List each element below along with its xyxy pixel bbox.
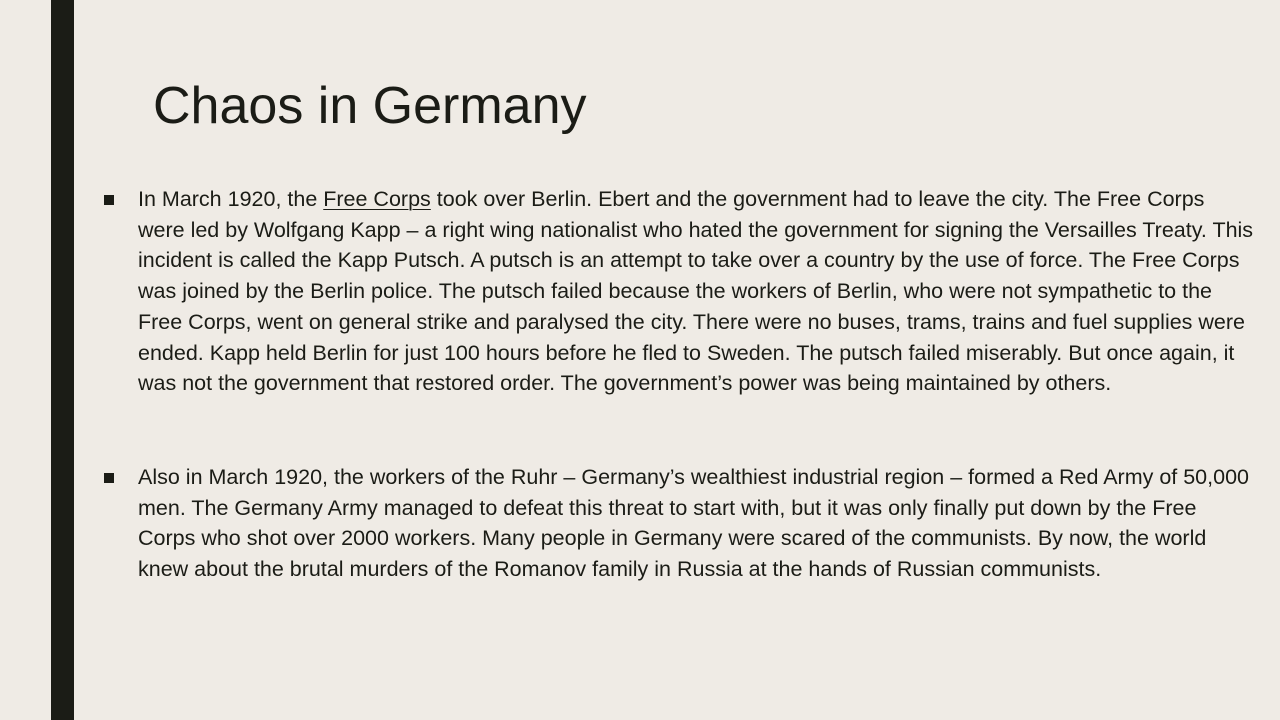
bullet-item-ruhr — [104, 462, 1254, 585]
accent-bar — [51, 0, 74, 720]
bullet-list — [104, 184, 1254, 585]
square-bullet-icon — [104, 473, 114, 483]
free-corps-link[interactable]: Free Corps — [323, 187, 431, 211]
bullet-text-before-link: In March 1920, the — [138, 187, 324, 211]
slide-title: Chaos in Germany — [153, 77, 587, 135]
bullet-text: Also in March 1920, the workers of the Ruhr – Germany’s wealthiest industrial region – formed a Red Army of 50,000 men. The Germany Army managed to defeat this threat to start with, but it was only finally put down by the Free Corps who shot over 2000 workers. Many people in Germany were scared of the communists. By now, the world knew about the brutal murders of the Romanov family in Russia at the hands of Russian communists. — [138, 464, 1249, 582]
bullet-item-kapp-putsch — [104, 184, 1254, 399]
bullet-text-after-link: took over Berlin. Ebert and the government had to leave the city. The Free Corps were led by Wolfgang Kapp – a right wing nationalist who hated the government for signing the Versailles Treaty. This incident is called the Kapp Putsch. A putsch is an attempt to take over a country by the use of force. The Free Corps was joined by the Berlin police. The putsch failed because the workers of Berlin, who were not sympathetic to the Free Corps, went on general strike and paralysed the city. There were no buses, trams, trains and fuel supplies were ended. Kapp held Berlin for just 100 hours before he fled to Sweden. The putsch failed miserably. But once again, it was not the government that restored order. The government’s power was being maintained by others. — [138, 187, 1254, 396]
square-bullet-icon — [104, 195, 114, 205]
